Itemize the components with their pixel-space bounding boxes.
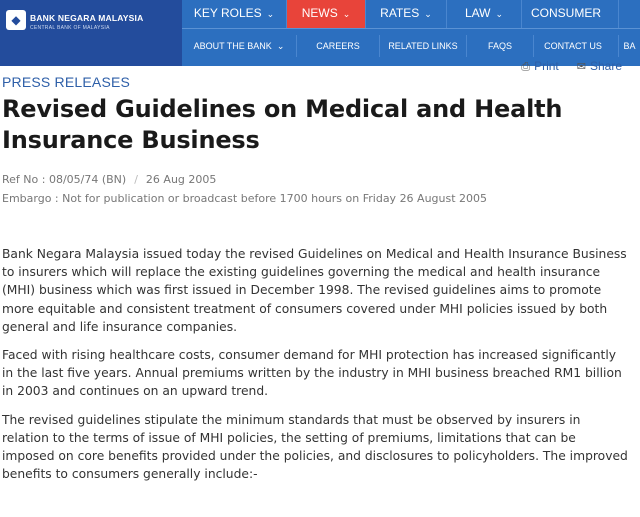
logo-subtitle: CENTRAL BANK OF MALAYSIA xyxy=(30,25,110,31)
chevron-down-icon: ⌄ xyxy=(495,9,504,19)
article-tools xyxy=(521,59,622,74)
subnav-careers[interactable]: CAREERS xyxy=(316,41,360,51)
chevron-down-icon: ⌄ xyxy=(424,9,432,19)
chevron-down-icon: ⌄ xyxy=(266,9,275,19)
paragraph: Bank Negara Malaysia issued today the revised Guidelines on Medical and Health Insurance Business to insurers which will replace the existing guidelines governing the medical and health insurance (MHI) business which was first issued in December 1998. The revised guidelines aims to promote more equitable and consistent treatment of consumers covered under MHI policies issued by both general and life insurance companies. xyxy=(2,247,627,334)
article-body xyxy=(2,245,630,493)
nav-consumer[interactable] xyxy=(522,0,610,28)
nav-law-label: LAW xyxy=(464,6,491,20)
print-button[interactable] xyxy=(521,59,559,74)
reference-number: Ref No : 08/05/74 (BN) xyxy=(2,173,127,186)
nav-law[interactable] xyxy=(447,0,521,28)
share-label: Share xyxy=(589,59,622,73)
subnav-related-links[interactable]: RELATED LINKS xyxy=(388,41,458,51)
nav-news[interactable] xyxy=(287,0,365,28)
embargo-notice: Embargo : Not for publication or broadcast before 1700 hours on Friday 26 August 2005 xyxy=(2,192,488,205)
secondary-nav xyxy=(182,30,640,62)
subnav-truncated-item[interactable]: BA xyxy=(623,41,636,51)
subnav-contact-us[interactable]: CONTACT US xyxy=(544,41,602,51)
subnav-about-label: ABOUT THE BANK xyxy=(193,41,272,51)
nav-news-label: NEWS xyxy=(301,6,338,20)
logo[interactable] xyxy=(0,0,182,66)
printer-icon: ⎙ xyxy=(521,61,531,73)
paragraph: The revised guidelines stipulate the minimum standards that must be observed by insurers in relation to the terms of issue of MHI policies, the setting of premiums, limitations that can be imposed on core benefits provided under the policies, and disclosures to policyholders. The improved benefits to consumers generally include:- xyxy=(2,412,628,482)
section-label[interactable]: PRESS RELEASES xyxy=(2,74,131,90)
publish-date: 26 Aug 2005 xyxy=(145,173,217,186)
logo-title: BANK NEGARA MALAYSIA xyxy=(30,13,144,23)
chevron-down-icon: ⌄ xyxy=(342,9,351,19)
primary-nav xyxy=(182,0,640,28)
print-label: Print xyxy=(534,59,559,73)
nav-rates-label: RATES xyxy=(380,6,420,20)
page-title: Revised Guidelines on Medical and Health Insurance Business xyxy=(2,95,563,154)
nav-divider xyxy=(182,28,640,29)
article-meta: Ref No : 08/05/74 (BN) / 26 Aug 2005 xyxy=(2,173,217,186)
subnav-about-the-bank[interactable] xyxy=(182,30,296,62)
nav-key-roles-label: KEY ROLES xyxy=(193,6,262,20)
nav-consumer-label: CONSUMER xyxy=(530,6,601,20)
share-button[interactable] xyxy=(577,59,622,73)
subnav-faqs[interactable]: FAQS xyxy=(487,41,512,51)
envelope-icon: ✉ xyxy=(576,61,586,73)
bank-emblem-icon: ◆ xyxy=(6,10,26,30)
nav-key-roles[interactable] xyxy=(182,0,286,28)
nav-rates[interactable] xyxy=(366,0,446,28)
site-header xyxy=(0,0,640,66)
chevron-down-icon: ⌄ xyxy=(276,41,285,51)
paragraph: Faced with rising healthcare costs, consumer demand for MHI protection has increased significantly in the last five years. Annual premiums written by the industry in MHI business breached RM1 billion in 2003 and continues on an upward trend. xyxy=(2,348,622,399)
